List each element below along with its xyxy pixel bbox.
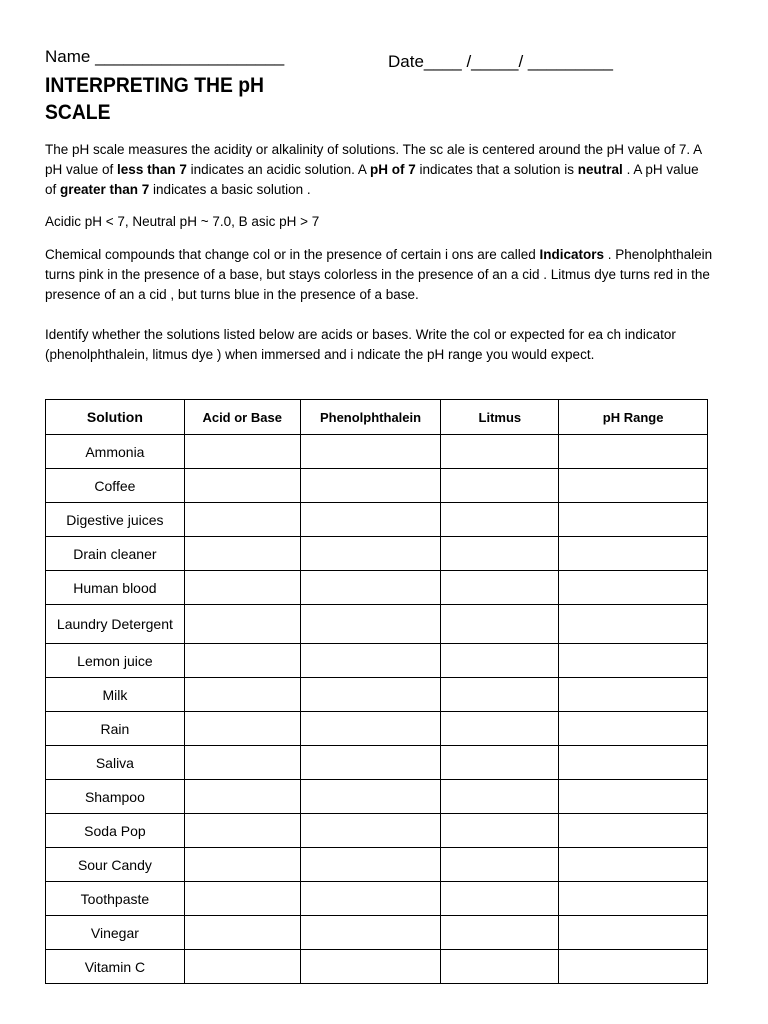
phenolphthalein-answer-cell[interactable] bbox=[300, 746, 441, 780]
date-field-label: Date____ /_____/ _________ bbox=[388, 52, 613, 71]
ph-range-answer-cell[interactable] bbox=[559, 746, 708, 780]
litmus-answer-cell[interactable] bbox=[441, 571, 559, 605]
solution-name-cell: Human blood bbox=[46, 571, 185, 605]
acid-or-base-answer-cell[interactable] bbox=[184, 605, 300, 644]
table-row bbox=[46, 916, 708, 950]
header-litmus: Litmus bbox=[441, 400, 559, 435]
table-row bbox=[46, 435, 708, 469]
phenolphthalein-answer-cell[interactable] bbox=[300, 814, 441, 848]
acid-or-base-answer-cell[interactable] bbox=[184, 503, 300, 537]
solution-name-cell: Sour Candy bbox=[46, 848, 185, 882]
table-body bbox=[46, 435, 708, 984]
phenolphthalein-answer-cell[interactable] bbox=[300, 605, 441, 644]
litmus-answer-cell[interactable] bbox=[441, 469, 559, 503]
solution-name-cell: Shampoo bbox=[46, 780, 185, 814]
phenolphthalein-answer-cell[interactable] bbox=[300, 780, 441, 814]
ph-range-answer-cell[interactable] bbox=[559, 435, 708, 469]
phenolphthalein-answer-cell[interactable] bbox=[300, 537, 441, 571]
table-row bbox=[46, 882, 708, 916]
ph-range-answer-cell[interactable] bbox=[559, 678, 708, 712]
indicators-paragraph: Chemical compounds that change col or in the presence of certain i ons are called Indicators . Phenolphthalein turns pink in the presence of a base, but stays colorless in the presence of an a cid . Litmus dye turns red in the presence of an a cid , but turns blue in the presence of a base. bbox=[45, 247, 713, 302]
table-row bbox=[46, 712, 708, 746]
ph-range-answer-cell[interactable] bbox=[559, 605, 708, 644]
phenolphthalein-answer-cell[interactable] bbox=[300, 435, 441, 469]
ph-range-answer-cell[interactable] bbox=[559, 780, 708, 814]
table-row bbox=[46, 571, 708, 605]
solution-name-cell: Vitamin C bbox=[46, 950, 185, 984]
table-row bbox=[46, 814, 708, 848]
ph-range-answer-cell[interactable] bbox=[559, 814, 708, 848]
solution-name-cell: Drain cleaner bbox=[46, 537, 185, 571]
litmus-answer-cell[interactable] bbox=[441, 435, 559, 469]
acid-or-base-answer-cell[interactable] bbox=[184, 571, 300, 605]
table-header-row bbox=[46, 400, 708, 435]
header-ph-range: pH Range bbox=[559, 400, 708, 435]
ph-range-answer-cell[interactable] bbox=[559, 950, 708, 984]
phenolphthalein-answer-cell[interactable] bbox=[300, 848, 441, 882]
litmus-answer-cell[interactable] bbox=[441, 605, 559, 644]
acid-or-base-answer-cell[interactable] bbox=[184, 712, 300, 746]
header-solution: Solution bbox=[46, 400, 185, 435]
acid-or-base-answer-cell[interactable] bbox=[184, 537, 300, 571]
acid-or-base-answer-cell[interactable] bbox=[184, 916, 300, 950]
solution-name-cell: Rain bbox=[46, 712, 185, 746]
phenolphthalein-answer-cell[interactable] bbox=[300, 678, 441, 712]
table-row bbox=[46, 780, 708, 814]
instructions-paragraph: Identify whether the solutions listed below are acids or bases. Write the col or expected for ea ch indicator (phenolphthalein, litmus dye ) when immersed and i ndicate the pH range you would expect. bbox=[45, 327, 676, 362]
phenolphthalein-answer-cell[interactable] bbox=[300, 503, 441, 537]
acid-or-base-answer-cell[interactable] bbox=[184, 644, 300, 678]
acid-or-base-answer-cell[interactable] bbox=[184, 469, 300, 503]
solution-name-cell: Milk bbox=[46, 678, 185, 712]
ph-range-answer-cell[interactable] bbox=[559, 882, 708, 916]
litmus-answer-cell[interactable] bbox=[441, 814, 559, 848]
table-row bbox=[46, 503, 708, 537]
litmus-answer-cell[interactable] bbox=[441, 678, 559, 712]
table-row bbox=[46, 848, 708, 882]
phenolphthalein-answer-cell[interactable] bbox=[300, 916, 441, 950]
ph-range-answer-cell[interactable] bbox=[559, 712, 708, 746]
acid-or-base-answer-cell[interactable] bbox=[184, 780, 300, 814]
ph-range-answer-cell[interactable] bbox=[559, 469, 708, 503]
ph-range-answer-cell[interactable] bbox=[559, 916, 708, 950]
phenolphthalein-answer-cell[interactable] bbox=[300, 469, 441, 503]
ph-range-answer-cell[interactable] bbox=[559, 571, 708, 605]
header-phenolphthalein: Phenolphthalein bbox=[300, 400, 441, 435]
table-row bbox=[46, 678, 708, 712]
table-row bbox=[46, 469, 708, 503]
solution-name-cell: Digestive juices bbox=[46, 503, 185, 537]
litmus-answer-cell[interactable] bbox=[441, 644, 559, 678]
table-row bbox=[46, 605, 708, 644]
litmus-answer-cell[interactable] bbox=[441, 746, 559, 780]
table-row bbox=[46, 537, 708, 571]
acid-or-base-answer-cell[interactable] bbox=[184, 848, 300, 882]
page-title: INTERPRETING THE pH SCALE bbox=[45, 74, 264, 124]
litmus-answer-cell[interactable] bbox=[441, 712, 559, 746]
phenolphthalein-answer-cell[interactable] bbox=[300, 712, 441, 746]
ph-range-answer-cell[interactable] bbox=[559, 503, 708, 537]
acid-or-base-answer-cell[interactable] bbox=[184, 814, 300, 848]
litmus-answer-cell[interactable] bbox=[441, 503, 559, 537]
ph-range-answer-cell[interactable] bbox=[559, 848, 708, 882]
litmus-answer-cell[interactable] bbox=[441, 848, 559, 882]
ph-summary-line: Acidic pH < 7, Neutral pH ~ 7.0, B asic pH > 7 bbox=[45, 214, 320, 229]
acid-or-base-answer-cell[interactable] bbox=[184, 678, 300, 712]
phenolphthalein-answer-cell[interactable] bbox=[300, 882, 441, 916]
acid-or-base-answer-cell[interactable] bbox=[184, 950, 300, 984]
solution-name-cell: Toothpaste bbox=[46, 882, 185, 916]
litmus-answer-cell[interactable] bbox=[441, 950, 559, 984]
acid-or-base-answer-cell[interactable] bbox=[184, 882, 300, 916]
solution-name-cell: Vinegar bbox=[46, 916, 185, 950]
intro-paragraph-ph-scale: The pH scale measures the acidity or alkalinity of solutions. The sc ale is centered around the pH value of 7. A pH value of less than 7 indicates an acidic solution. A pH of 7 indicates that a solution is neutral . A pH value of greater than 7 indicates a basic solution . bbox=[45, 142, 702, 197]
acid-or-base-answer-cell[interactable] bbox=[184, 435, 300, 469]
name-field-label: Name ____________________ bbox=[45, 47, 285, 66]
litmus-answer-cell[interactable] bbox=[441, 780, 559, 814]
litmus-answer-cell[interactable] bbox=[441, 916, 559, 950]
table-row bbox=[46, 950, 708, 984]
solution-name-cell: Lemon juice bbox=[46, 644, 185, 678]
table-row bbox=[46, 644, 708, 678]
solution-name-cell: Ammonia bbox=[46, 435, 185, 469]
solution-name-cell: Soda Pop bbox=[46, 814, 185, 848]
table-row bbox=[46, 746, 708, 780]
litmus-answer-cell[interactable] bbox=[441, 882, 559, 916]
solution-name-cell: Saliva bbox=[46, 746, 185, 780]
solution-name-cell: Laundry Detergent bbox=[46, 605, 185, 644]
solution-name-cell: Coffee bbox=[46, 469, 185, 503]
header-acid-or-base: Acid or Base bbox=[184, 400, 300, 435]
phenolphthalein-answer-cell[interactable] bbox=[300, 571, 441, 605]
phenolphthalein-answer-cell[interactable] bbox=[300, 950, 441, 984]
ph-range-answer-cell[interactable] bbox=[559, 537, 708, 571]
litmus-answer-cell[interactable] bbox=[441, 537, 559, 571]
acid-or-base-answer-cell[interactable] bbox=[184, 746, 300, 780]
phenolphthalein-answer-cell[interactable] bbox=[300, 644, 441, 678]
ph-range-answer-cell[interactable] bbox=[559, 644, 708, 678]
solutions-table bbox=[45, 399, 708, 984]
